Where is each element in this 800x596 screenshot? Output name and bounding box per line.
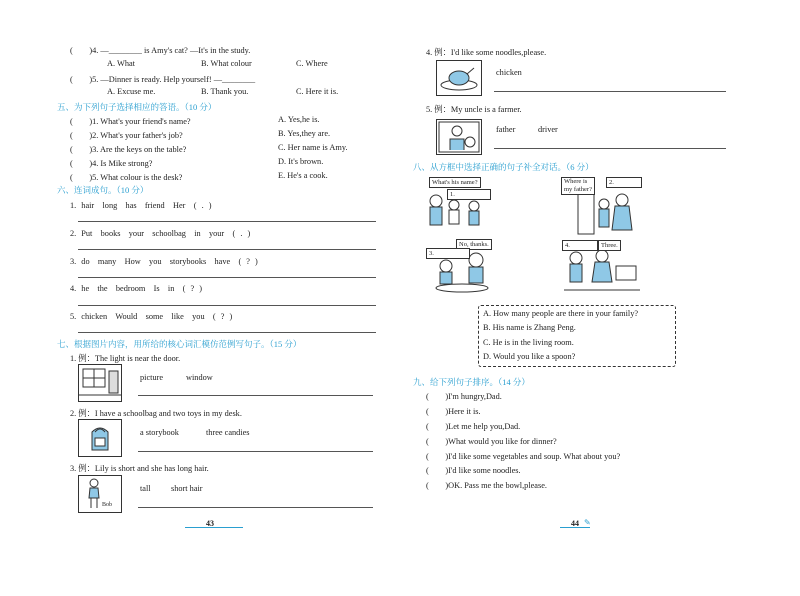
scramble-3: 3. do many How you storybooks have ( ? ) [70,257,258,266]
choice-c: C. He is in the living room. [483,338,574,347]
answer-line [78,221,376,222]
example-2-word-2: three candies [206,428,250,437]
scramble-4: 4. he the bedroom Is in ( ? ) [70,284,203,293]
example-1-word-2: window [186,373,213,382]
match-a1: A. Yes,he is. [278,115,320,124]
order-item-1: ( )I'm hungry,Dad. [426,392,502,401]
answer-line [78,332,376,333]
speech-bubble: What's his name? [429,177,481,188]
example-1-word-1: picture [140,373,164,382]
page-number-decoration [185,527,243,528]
example-4: 4. 例：I'd like some noodles,please. [426,48,547,57]
section-6-title: 六、连词成句。（10 分） [57,185,149,195]
order-item-7: ( )OK. Pass me the bowl,please. [426,481,547,490]
example-5-word-1: father [496,125,516,134]
room-window-picture [78,364,122,402]
answer-line [494,91,726,92]
mc-q4-option-b: B. What colour [201,59,252,68]
mc-q4-stem: ( )4. —________ is Amy's cat? —It's in the study. [70,46,251,55]
order-item-5: ( )I'd like some vegetables and soup. What about you? [426,452,621,461]
match-q2: ( )2. What's your father's job? [70,131,183,140]
speech-bubble: Where is my father? [561,177,595,195]
schoolbag-picture [78,419,122,457]
choice-d: D. Would you like a spoon? [483,352,576,361]
order-item-4: ( )What would you like for dinner? [426,437,557,446]
chicken-picture [436,60,482,96]
scramble-5: 5. chicken Would some like you ( ? ) [70,312,233,321]
match-a5: E. He's a cook. [278,171,328,180]
section-8-title: 八、从方框中选择正确的句子补全对话。（6 分） [413,162,594,172]
mc-q5-option-b: B. Thank you. [201,87,249,96]
choice-a: A. How many people are there in your family? [483,309,639,318]
section-5-title: 五、为下列句子选择相应的答语。（10 分） [57,102,217,112]
example-4-word-1: chicken [496,68,522,77]
answer-line [138,507,373,508]
order-item-6: ( )I'd like some noodles. [426,466,521,475]
speech-bubble-blank-1: 1. [447,189,491,200]
example-3-word-1: tall [140,484,151,493]
example-2: 2. 例：I have a schoolbag and two toys in my desk. [70,409,242,418]
example-3-word-2: short hair [171,484,203,493]
example-5: 5. 例：My uncle is a farmer. [426,105,522,114]
driver-picture [436,119,482,155]
speech-bubble-blank-2: 2. [606,177,642,188]
example-3: 3. 例：Lily is short and she has long hair. [70,464,209,473]
scramble-2: 2. Put books your schoolbag in your ( . ) [70,229,251,238]
order-item-3: ( )Let me help you,Dad. [426,422,521,431]
match-a3: C. Her name is Amy. [278,143,348,152]
boy-bob-picture [78,475,122,513]
answer-line [494,148,726,149]
speech-bubble: No, thanks. [456,239,492,250]
boy-name-label: Bob [102,502,113,508]
page-number-left: 43 [206,519,214,528]
speech-bubble: Three. [598,240,621,251]
example-1: 1. 例：The light is near the door. [70,354,181,363]
match-q3: ( )3. Are the keys on the table? [70,145,187,154]
section-9-title: 九、给下列句子排序。（14 分） [413,377,530,387]
mc-q5-option-a: A. Excuse me. [107,87,156,96]
match-q4: ( )4. Is Mike strong? [70,159,153,168]
match-a4: D. It's brown. [278,157,324,166]
speech-bubble-blank-3: 3. [426,248,470,259]
mc-q5-option-c: C. Here it is. [296,87,339,96]
choice-b: B. His name is Zhang Peng. [483,323,576,332]
answer-line [78,277,376,278]
mc-q5-stem: ( )5. —Dinner is ready. Help yourself! —________ [70,75,256,84]
match-q5: ( )5. What colour is the desk? [70,173,183,182]
match-a2: B. Yes,they are. [278,129,331,138]
answer-line [138,451,373,452]
answer-line [78,249,376,250]
order-item-2: ( )Here it is. [426,407,481,416]
section-7-title: 七、根据图片内容，用所给的核心词汇模仿范例写句子。（15 分） [57,339,302,349]
mc-q4-option-c: C. Where [296,59,328,68]
pencil-icon: ✎ [584,518,591,527]
mc-q4-option-a: A. What [107,59,135,68]
example-5-word-2: driver [538,125,558,134]
match-q1: ( )1. What's your friend's name? [70,117,191,126]
page-number-right: 44 [571,519,579,528]
speech-bubble-blank-4: 4. [562,240,598,251]
answer-line [78,305,376,306]
scramble-1: 1. hair long has friend Her ( . ) [70,201,212,210]
example-2-word-1: a storybook [140,428,179,437]
answer-line [138,395,373,396]
